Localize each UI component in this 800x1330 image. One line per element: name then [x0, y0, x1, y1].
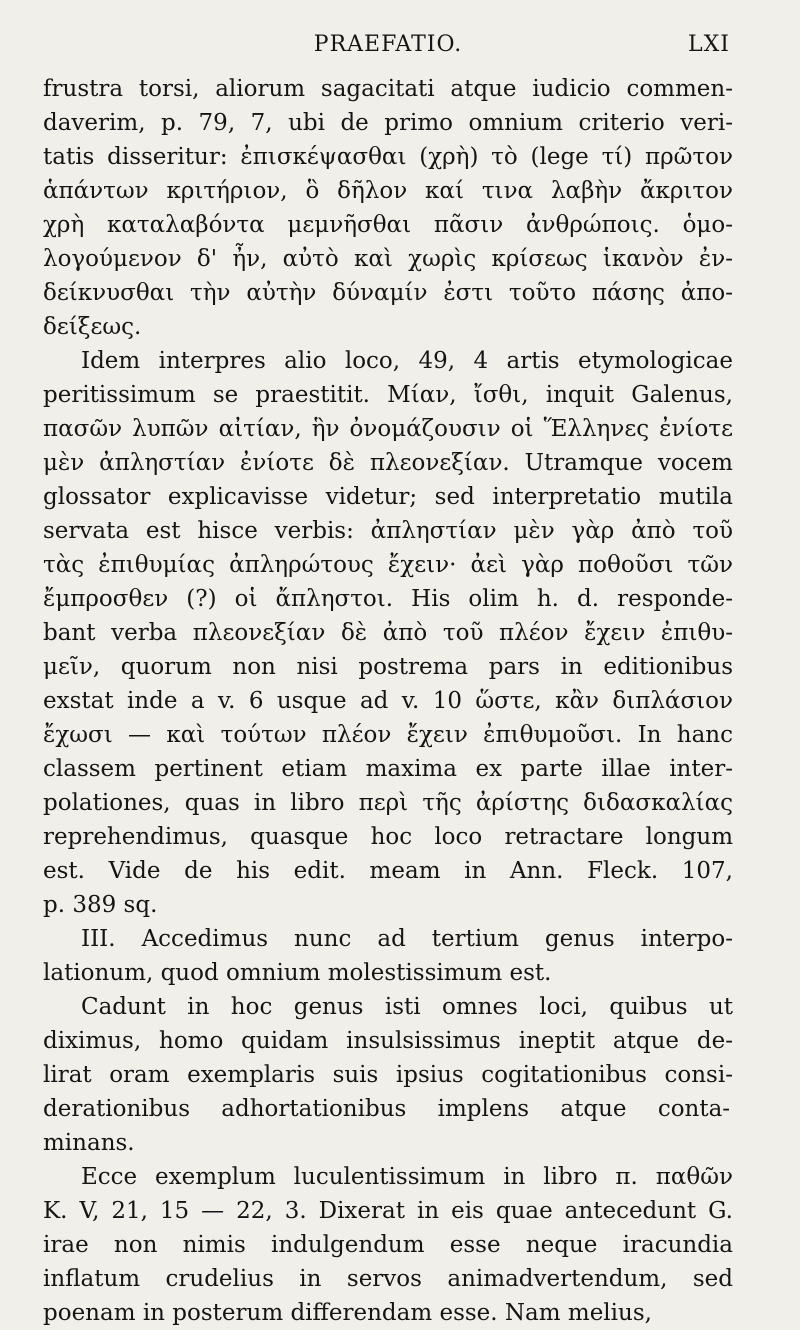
text-line: irae non nimis indulgendum esse neque iracundia — [43, 1232, 733, 1258]
text-line: μεῖν, quorum non nisi postrema pars in editionibus — [43, 654, 733, 680]
text-line: reprehendimus, quasque hoc loco retractare longum — [43, 824, 733, 850]
text-line: inflatum crudelius in servos animadvertendum, sed — [43, 1266, 733, 1292]
text-line: glossator explicavisse videtur; sed interpretatio mutila — [43, 484, 733, 510]
text-line: Ecce exemplum luculentissimum in libro π. παθῶν — [81, 1164, 733, 1190]
text-line: δείκνυσθαι τὴν αὐτὴν δύναμίν ἐστι τοῦτο πάσης ἀπο- — [43, 280, 733, 306]
body-text — [43, 72, 733, 1330]
text-line: frustra torsi, aliorum sagacitati atque iudicio commen- — [43, 76, 733, 102]
text-line: τὰς ἐπιθυμίας ἀπληρώτους ἔχειν· ἀεὶ γὰρ ποθοῦσι τῶν — [43, 552, 733, 578]
text-line: est. Vide de his edit. meam in Ann. Fleck. 107, — [43, 858, 733, 884]
text-line: δείξεως. — [43, 314, 142, 340]
text-line: p. 389 sq. — [43, 892, 158, 918]
text-line: polationes, quas in libro περὶ τῆς ἀρίστης διδασκαλίας — [43, 790, 733, 816]
text-line: III. Accedimus nunc ad tertium genus interpo- — [81, 926, 733, 952]
text-line: ἁπάντων κριτήριον, ὃ δῆλον καί τινα λαβὴν ἄκριτον — [43, 178, 733, 204]
text-line: servata est hisce verbis: ἀπληστίαν μὲν γὰρ ἀπὸ τοῦ — [43, 518, 733, 544]
text-line: λογούμενον δ' ἦν, αὐτὸ καὶ χωρὶς κρίσεως ἱκανὸν ἐν- — [43, 246, 733, 272]
text-line: exstat inde a v. 6 usque ad v. 10 ὥστε, κἂν διπλάσιον — [43, 688, 733, 714]
text-line: peritissimum se praestitit. Μίαν, ἴσθι, inquit Galenus, — [43, 382, 733, 408]
text-line: ἔμπροσθεν (?) οἱ ἄπληστοι. His olim h. d. responde- — [43, 586, 733, 612]
text-line: classem pertinent etiam maxima ex parte illae inter- — [43, 756, 733, 782]
text-line: lationum, quod omnium molestissimum est. — [43, 960, 552, 986]
text-line: Cadunt in hoc genus isti omnes loci, quibus ut — [81, 994, 733, 1020]
running-head — [44, 32, 732, 64]
running-title: PRAEFATIO. — [313, 32, 463, 57]
text-line: tatis disseritur: ἐπισκέψασθαι (χρὴ) τὸ (lege τί) πρῶτον — [43, 144, 733, 170]
text-line: daverim, p. 79, 7, ubi de primo omnium criterio veri- — [43, 110, 733, 136]
text-line: Idem interpres alio loco, 49, 4 artis etymologicae — [81, 348, 733, 374]
text-line: χρὴ καταλαβόντα μεμνῆσθαι πᾶσιν ἀνθρώποις. ὁμο- — [43, 212, 733, 238]
text-line: μὲν ἀπληστίαν ἐνίοτε δὲ πλεονεξίαν. Utramque vocem — [43, 450, 733, 476]
text-line: poenam in posterum differendam esse. Nam melius, — [43, 1300, 652, 1326]
text-line: bant verba πλεονεξίαν δὲ ἀπὸ τοῦ πλέον ἔχειν ἐπιθυ- — [43, 620, 733, 646]
text-line: diximus, homo quidam insulsissimus ineptit atque de- — [43, 1028, 733, 1054]
text-line: K. V, 21, 15 — 22, 3. Dixerat in eis quae antecedunt G. — [43, 1198, 733, 1224]
text-line: πασῶν λυπῶν αἰτίαν, ἣν ὀνομάζουσιν οἱ Ἕλληνες ἐνίοτε — [43, 416, 733, 442]
text-line: minans. — [43, 1130, 135, 1156]
text-line: derationibus adhortationibus implens atque conta- — [43, 1096, 731, 1122]
text-line: ἔχωσι — καὶ τούτων πλέον ἔχειν ἐπιθυμοῦσι. In hanc — [43, 722, 733, 748]
text-line: lirat oram exemplaris suis ipsius cogitationibus consi- — [43, 1062, 733, 1088]
page-number: LXI — [688, 32, 730, 57]
